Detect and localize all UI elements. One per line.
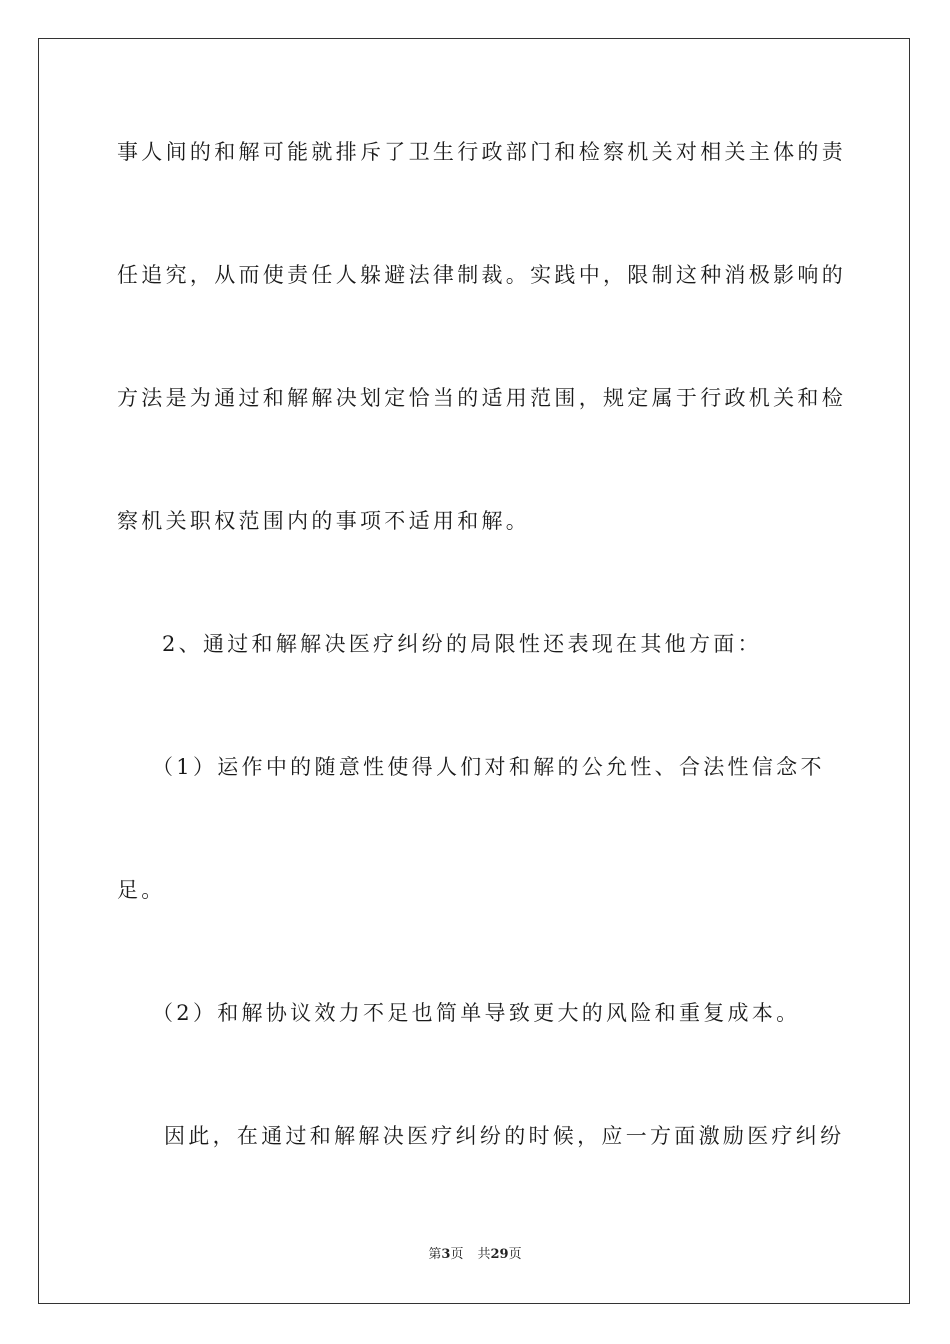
page-suffix: 页 <box>450 1247 464 1262</box>
page-border <box>38 38 910 1304</box>
page-footer <box>0 1246 950 1264</box>
total-prefix: 共 <box>477 1247 491 1262</box>
body-text-line: 因此，在通过和解解决医疗纠纷的时候，应一方面激励医疗纠纷 <box>164 1124 845 1148</box>
body-text-line: 察机关职权范围内的事项不适用和解。 <box>117 509 531 533</box>
body-text-line: 足。 <box>117 878 166 902</box>
total-suffix: 页 <box>508 1247 522 1262</box>
page-prefix: 第 <box>428 1247 442 1262</box>
page-number: 3 <box>441 1247 451 1262</box>
list-item-2: （2）和解协议效力不足也简单导致更大的风险和重复成本。 <box>152 1001 801 1025</box>
total-pages: 29 <box>490 1247 509 1262</box>
section-heading: 2、通过和解解决医疗纠纷的局限性还表现在其他方面： <box>162 632 762 656</box>
body-text-line: 任追究，从而使责任人躲避法律制裁。实践中，限制这种消极影响的 <box>117 263 846 287</box>
list-item-1: （1）运作中的随意性使得人们对和解的公允性、合法性信念不 <box>152 755 825 779</box>
body-text-line: 方法是为通过和解解决划定恰当的适用范围，规定属于行政机关和检 <box>117 386 846 410</box>
body-text-line: 事人间的和解可能就排斥了卫生行政部门和检察机关对相关主体的责 <box>117 140 846 164</box>
